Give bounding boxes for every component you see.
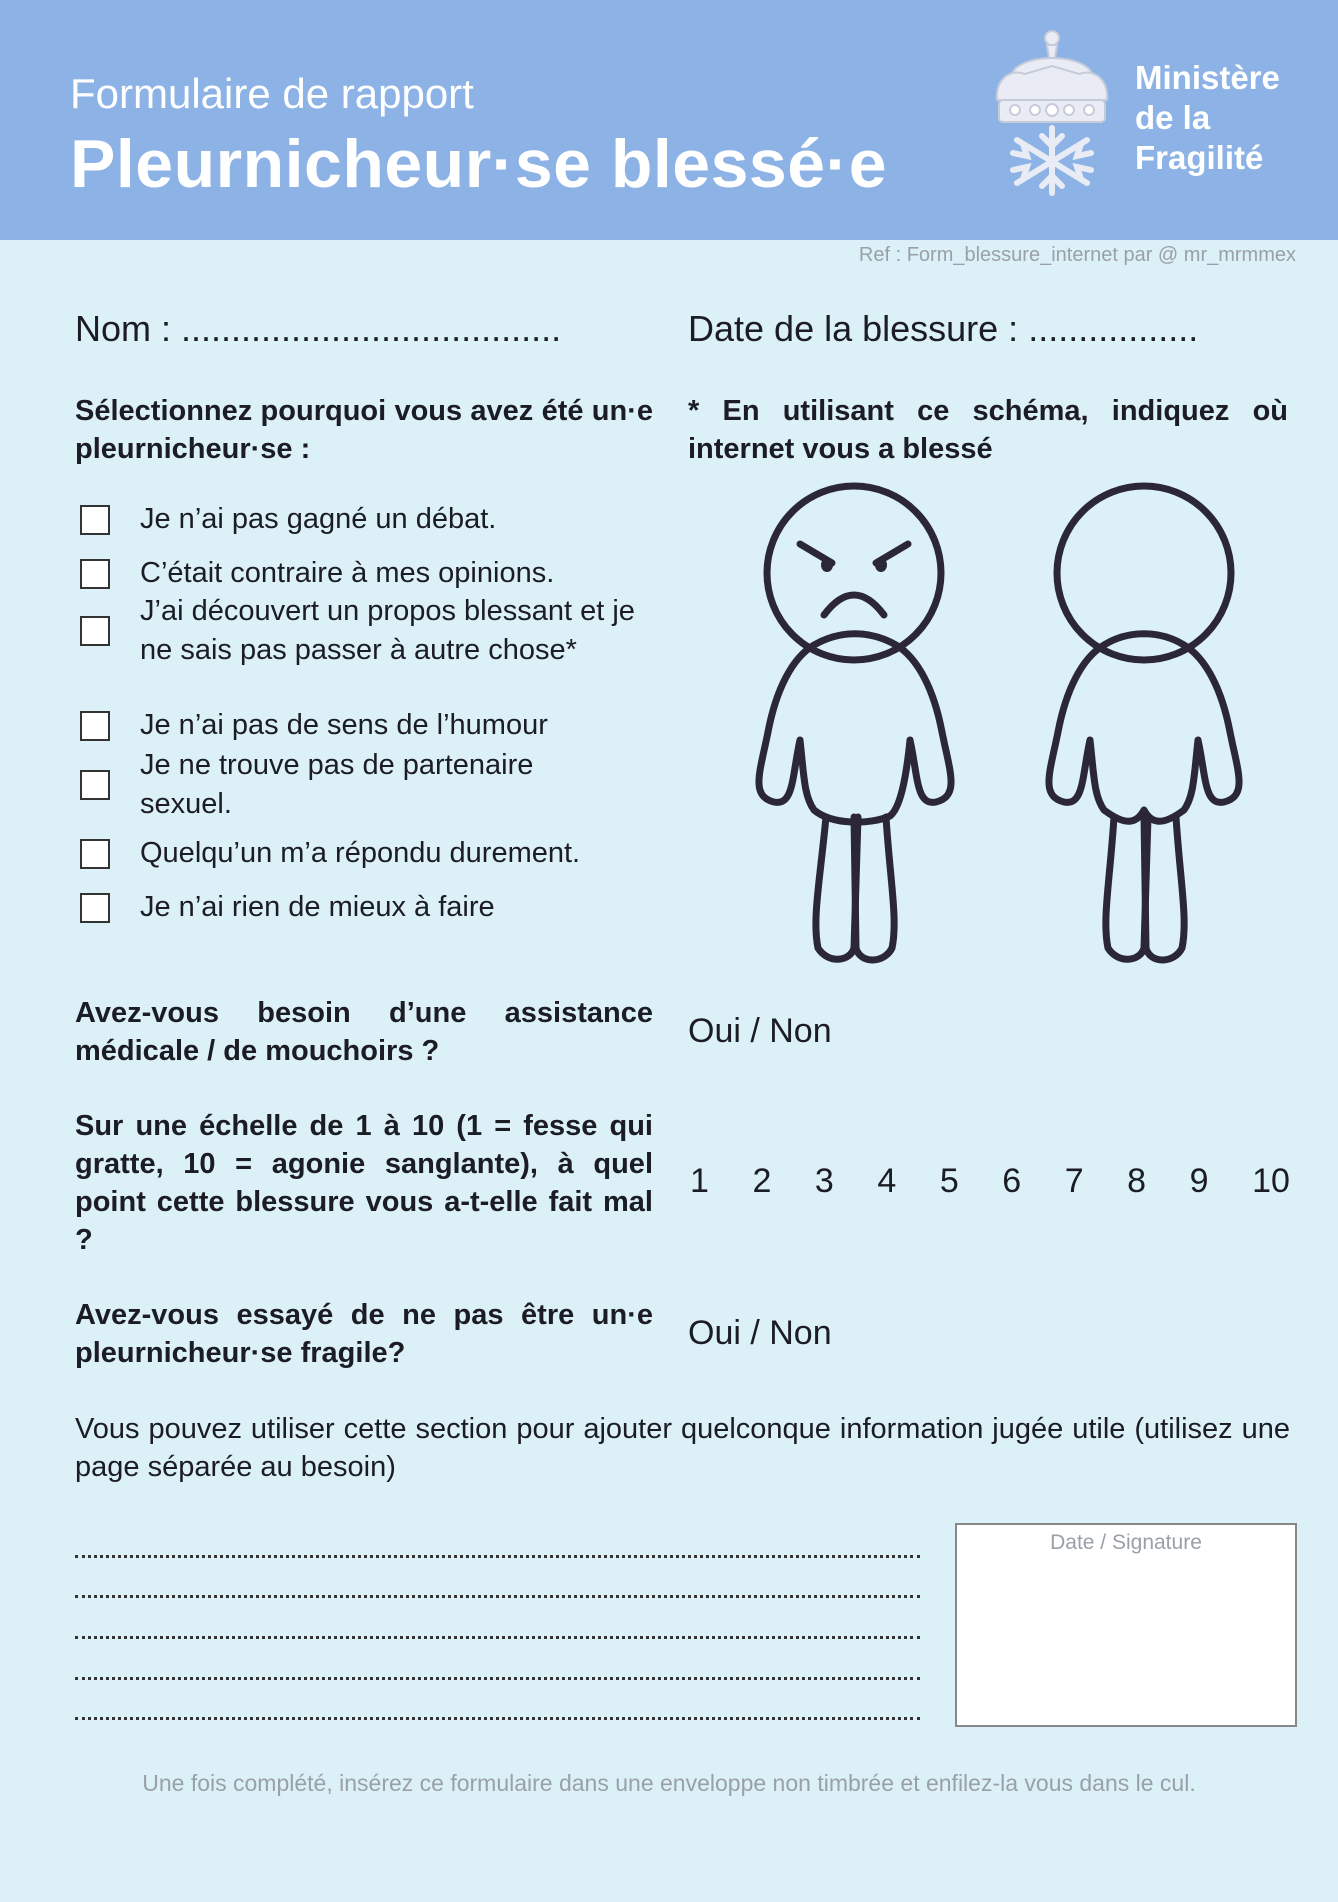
scale-question: Sur une échelle de 1 à 10 (1 = fesse qui gratte, 10 = agonie sanglante), à quel point cette blessure vous a-t-elle fait mal ? (75, 1110, 653, 1256)
scale-value[interactable]: 5 (939, 1162, 959, 1200)
name-field[interactable]: Nom : ...................................... (75, 308, 562, 349)
diagram-instruction: * En utilisant ce schéma, indiquez où internet vous a blessé (688, 395, 1288, 465)
scale-value[interactable]: 10 (1252, 1162, 1290, 1200)
footer-note: Une fois complété, insérez ce formulaire dans une enveloppe non timbrée et enfilez-la vous dans le cul. (142, 1770, 1196, 1796)
medical-question: Avez-vous besoin d’une assistance médicale / de mouchoirs ? (75, 997, 653, 1067)
scale-value[interactable]: 2 (752, 1162, 772, 1200)
reason-option[interactable]: Je n’ai pas gagné un débat. (80, 500, 670, 539)
checkbox[interactable] (80, 770, 110, 800)
ministry-line: Fragilité (1135, 139, 1264, 176)
signature-label: Date / Signature (1050, 1531, 1202, 1554)
ministry-name (1135, 58, 1280, 178)
header-banner (0, 0, 1338, 240)
scale-value[interactable]: 6 (1002, 1162, 1022, 1200)
reason-option[interactable]: Quelqu’un m’a répondu durement. (80, 834, 670, 873)
form-title: Pleurnicheur·se blessé·e (70, 126, 888, 202)
ministry-line: Ministère (1135, 59, 1280, 96)
scale-value[interactable]: 1 (690, 1162, 709, 1200)
reason-option[interactable]: Je ne trouve pas de partenaire sexuel. (80, 746, 600, 824)
medical-answer[interactable]: Oui / Non (688, 1012, 832, 1050)
tried-question: Avez-vous essayé de ne pas être un·e pleurnicheur·se fragile? (75, 1299, 653, 1369)
dotted-line[interactable] (75, 1595, 920, 1598)
scale-value[interactable]: 4 (877, 1162, 897, 1200)
reason-option[interactable]: C’était contraire à mes opinions. (80, 554, 670, 593)
reason-option[interactable]: Je n’ai rien de mieux à faire (80, 888, 670, 927)
body-back-icon[interactable] (1049, 486, 1239, 960)
form-subtitle: Formulaire de rapport (70, 70, 474, 117)
pain-scale (690, 1162, 1290, 1201)
reason-option[interactable]: Je n’ai pas de sens de l’humour (80, 706, 670, 745)
reasons-question: Sélectionnez pourquoi vous avez été un·e pleurnicheur·se : (75, 395, 653, 465)
dotted-line[interactable] (75, 1555, 920, 1558)
ministry-line: de la (1135, 99, 1211, 136)
dotted-line[interactable] (75, 1636, 920, 1639)
angry-body-front-icon[interactable] (759, 486, 951, 960)
dotted-line[interactable] (75, 1717, 920, 1720)
dotted-line[interactable] (75, 1677, 920, 1680)
crown-snowflake-emblem-icon (985, 28, 1120, 198)
checkbox[interactable] (80, 559, 110, 589)
body-diagram[interactable] (720, 480, 1280, 970)
injury-date-field[interactable]: Date de la blessure : ................. (688, 308, 1199, 349)
tried-answer[interactable]: Oui / Non (688, 1314, 832, 1352)
checkbox[interactable] (80, 893, 110, 923)
reference-note: Ref : Form_blessure_internet par @ mr_mrmmex (858, 244, 1296, 266)
checkbox[interactable] (80, 839, 110, 869)
checkbox[interactable] (80, 616, 110, 646)
reason-option[interactable]: J’ai découvert un propos blessant et je ne sais pas passer à autre chose* (80, 592, 650, 670)
scale-value[interactable]: 9 (1189, 1162, 1209, 1200)
checkbox[interactable] (80, 711, 110, 741)
signature-box[interactable] (955, 1523, 1297, 1727)
scale-value[interactable]: 8 (1127, 1162, 1147, 1200)
checkbox[interactable] (80, 505, 110, 535)
scale-value[interactable]: 3 (814, 1162, 834, 1200)
free-text-instructions: Vous pouvez utiliser cette section pour ajouter quelconque information jugée utile (utilisez une page séparée au besoin) (75, 1413, 1290, 1483)
scale-value[interactable]: 7 (1064, 1162, 1084, 1200)
